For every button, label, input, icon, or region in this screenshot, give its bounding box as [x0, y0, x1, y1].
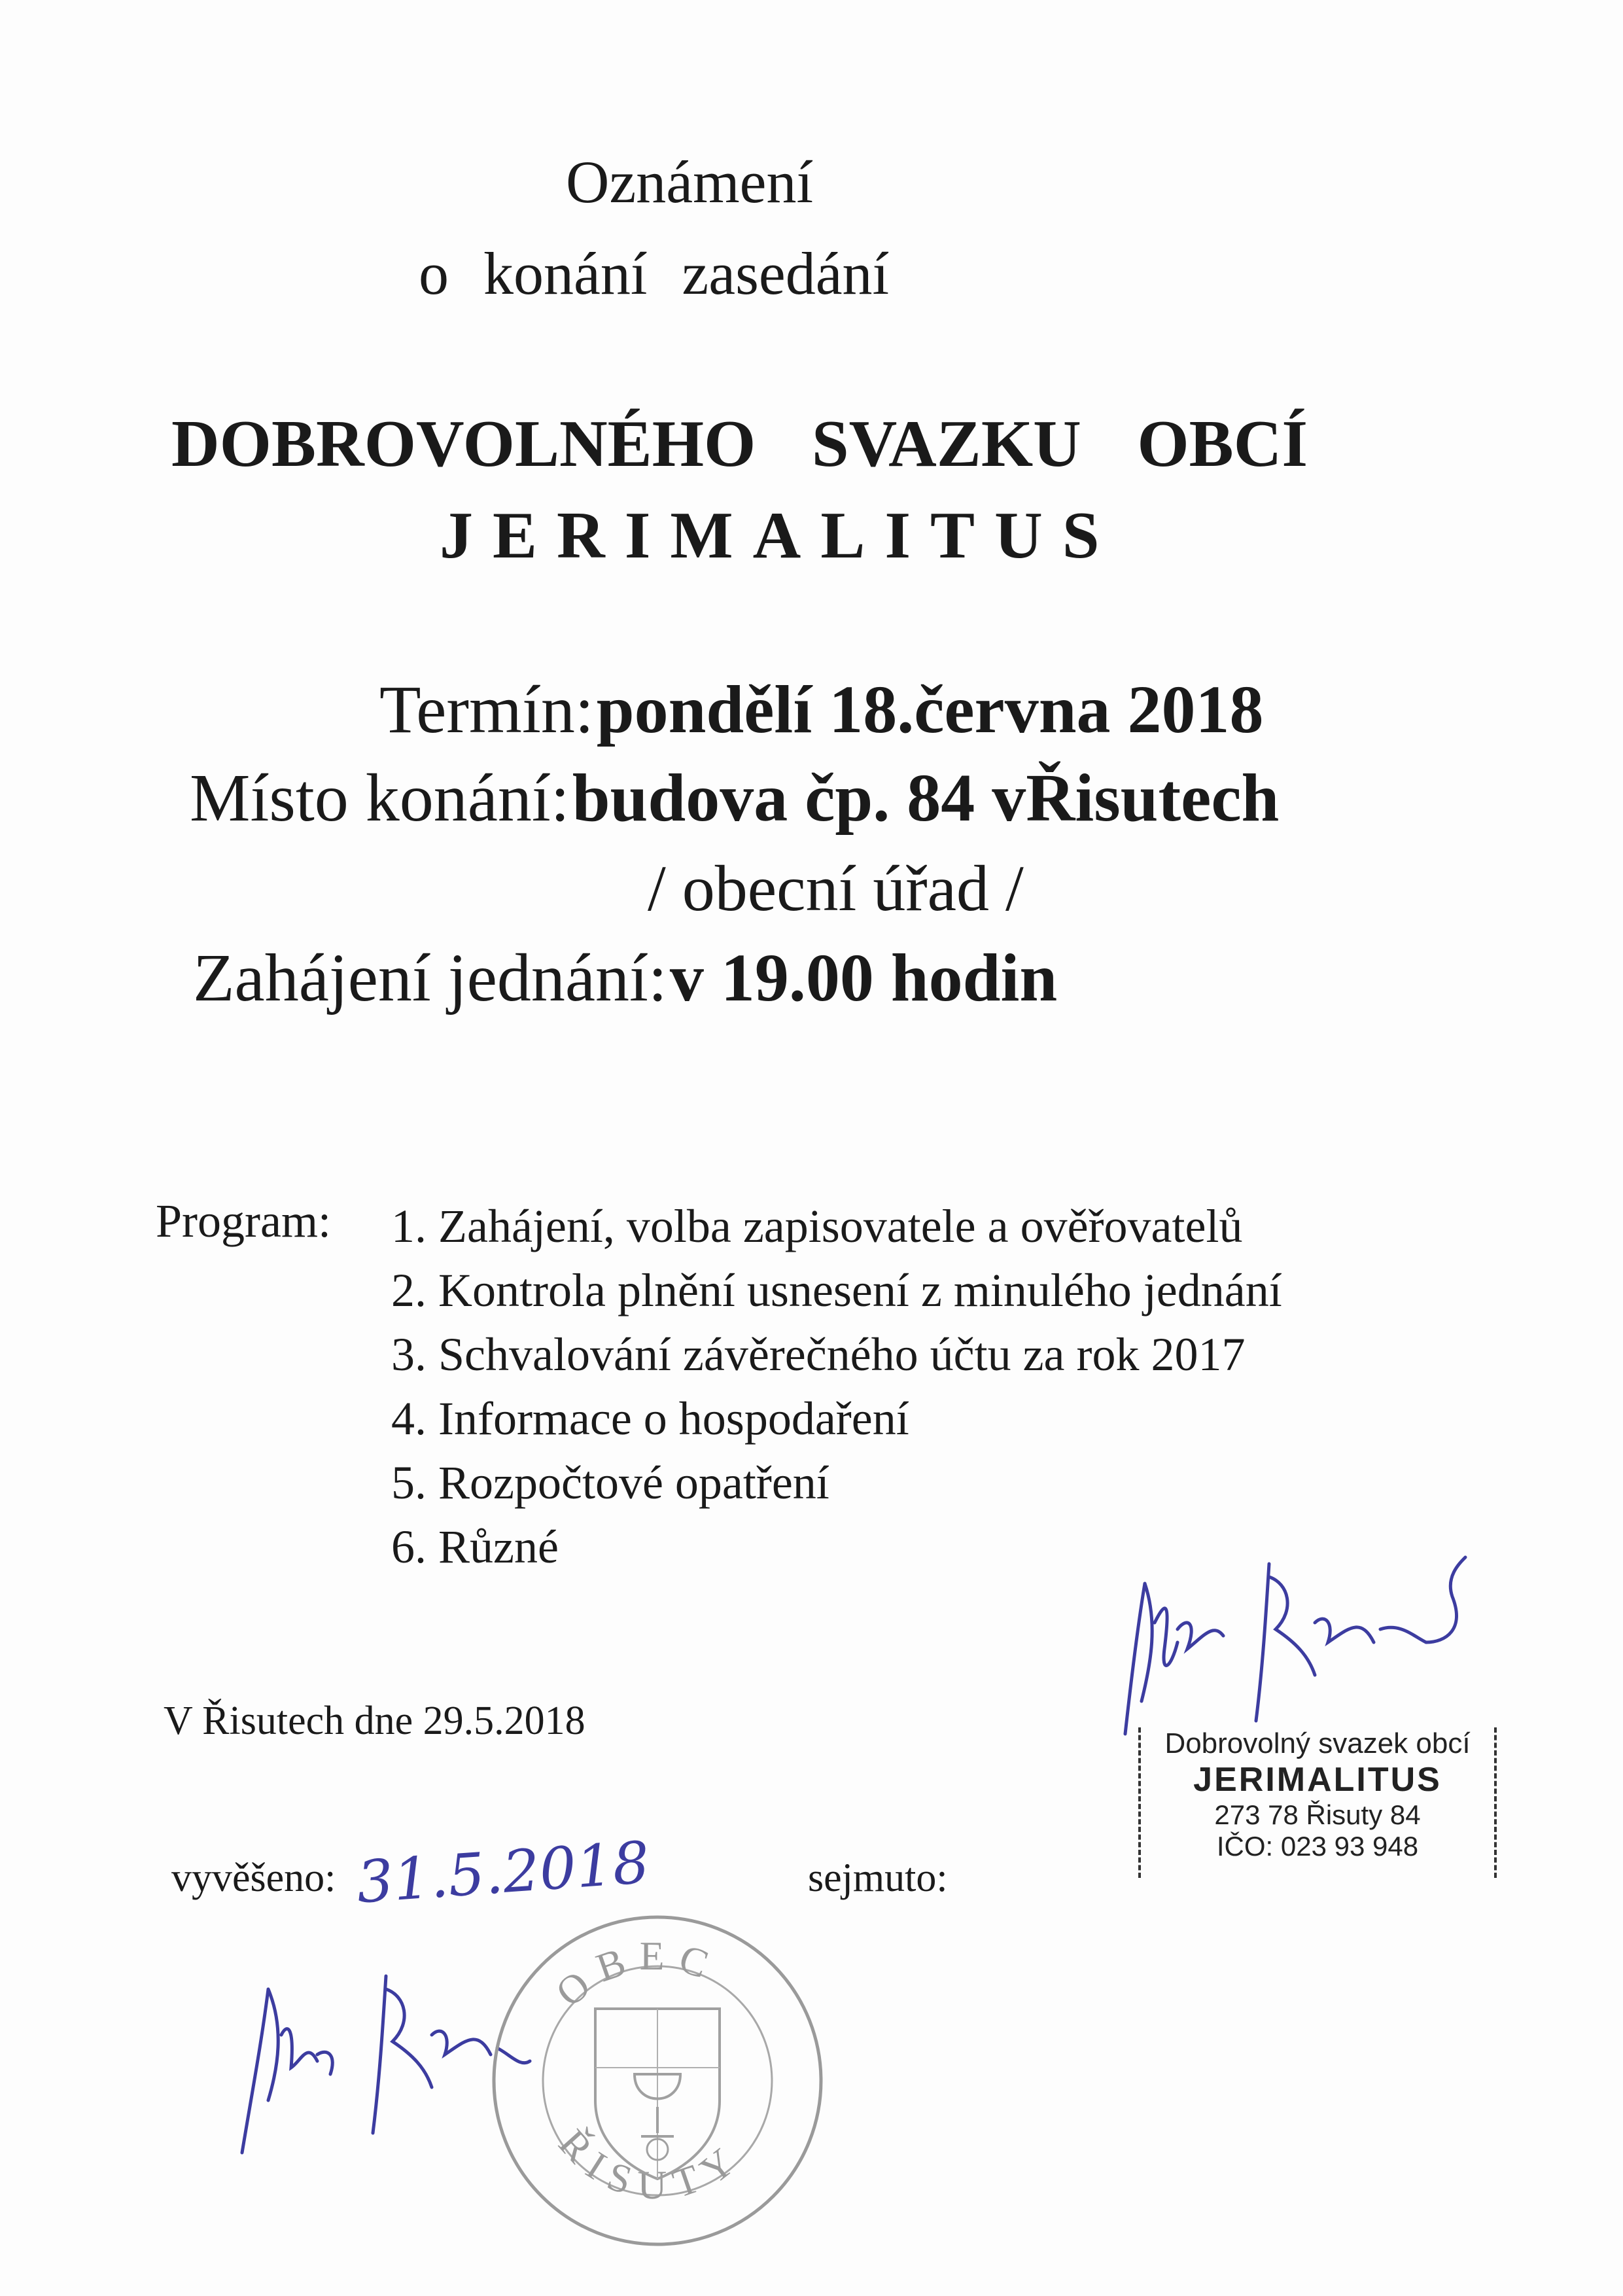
meeting-start-value: v 19.00 hodin	[669, 940, 1058, 1016]
meeting-date-value: pondělí 18.června 2018	[596, 672, 1264, 747]
municipal-seal	[487, 1911, 828, 2251]
organization-stamp	[1138, 1727, 1497, 1878]
posted-label: vyvěšeno:	[171, 1856, 336, 1900]
program-list	[391, 1194, 1282, 1579]
meeting-place-value: budova čp. 84 vŘisutech	[572, 760, 1280, 836]
stamp-line-org: JERIMALITUS	[1193, 1761, 1442, 1799]
meeting-date-label: Termín:	[379, 672, 594, 747]
stamp-line-address: 273 78 Řisuty 84	[1214, 1799, 1421, 1830]
seal-bottom-text: ŘISUTY	[550, 2121, 752, 2208]
removed-label: sejmuto:	[808, 1856, 948, 1900]
stamp-line-name: Dobrovolný svazek obcí	[1164, 1727, 1471, 1759]
meeting-place	[190, 759, 1279, 837]
stamp-line-id: IČO: 023 93 948	[1216, 1831, 1419, 1862]
program-item: 6. Různé	[391, 1521, 559, 1573]
announcement-title: Oznámení	[566, 149, 814, 215]
meeting-place-note: / obecní úřad /	[648, 852, 1024, 925]
posted-date-handwritten: 31.5.2018	[354, 1828, 652, 1916]
meeting-start-label: Zahájení jednání:	[193, 940, 667, 1016]
meeting-date	[379, 671, 1264, 749]
organization-name: DOBROVOLNÉHO SVAZKU OBCÍ	[171, 407, 1308, 481]
program-item: 3. Schvalování závěrečného účtu za rok 2017	[391, 1328, 1246, 1381]
organization-name-2: JERIMALITUS	[440, 499, 1119, 573]
program-item: 4. Informace o hospodaření	[391, 1392, 909, 1445]
program-item: 5. Rozpočtové opatření	[391, 1457, 829, 1509]
program-item: 2. Kontrola plnění usnesení z minulého jednání	[391, 1264, 1282, 1316]
program-item: 1. Zahájení, volba zapisovatele a ověřovatelů	[391, 1200, 1243, 1252]
meeting-start	[193, 939, 1057, 1017]
seal-top-text: OBEC	[548, 1934, 725, 2016]
place-and-date: V Řisutech dne 29.5.2018	[164, 1699, 585, 1743]
program-label: Program:	[156, 1195, 331, 1247]
meeting-place-label: Místo konání:	[190, 760, 570, 836]
announcement-subtitle: o konání zasedání	[419, 240, 890, 307]
